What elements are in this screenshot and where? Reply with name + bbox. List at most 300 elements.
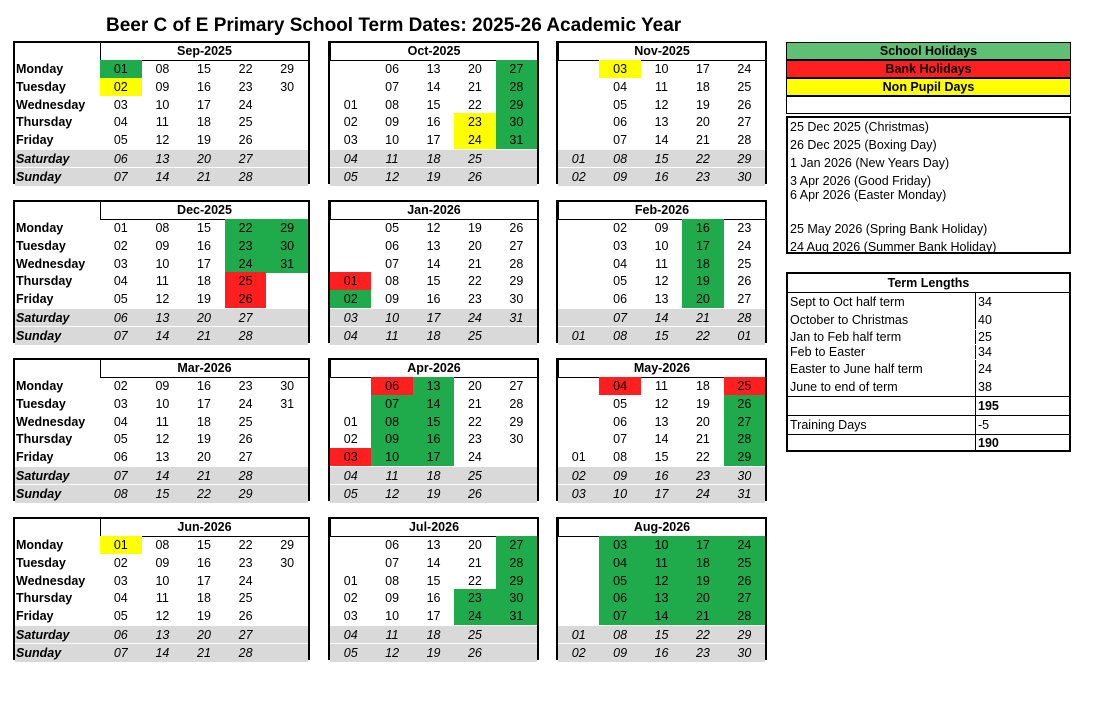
day-row bbox=[330, 308, 537, 327]
day-row bbox=[558, 255, 765, 273]
day-row bbox=[558, 326, 765, 345]
date-cell: 03 bbox=[599, 536, 640, 554]
date-cell: 17 bbox=[197, 97, 211, 112]
date-cell: 02 bbox=[113, 238, 128, 253]
day-row bbox=[330, 607, 537, 625]
date-cell: 23 bbox=[238, 379, 253, 393]
day-row bbox=[330, 484, 537, 503]
date-cell: 12 bbox=[641, 572, 682, 590]
term-value: 40 bbox=[975, 311, 1069, 329]
date-cell bbox=[266, 430, 308, 448]
date-cell: 28 bbox=[238, 645, 253, 660]
date-cell: 19 bbox=[426, 169, 441, 184]
date-cell: 22 bbox=[197, 486, 211, 501]
date-cell: 17 bbox=[695, 62, 710, 76]
date-cell: 28 bbox=[238, 328, 253, 343]
date-cell: 11 bbox=[155, 115, 169, 130]
date-cell: 01 bbox=[100, 60, 142, 78]
month-block bbox=[556, 200, 767, 343]
date-cell: 14 bbox=[426, 555, 441, 570]
date-cell: 08 bbox=[155, 538, 170, 552]
date-cell: 09 bbox=[613, 645, 628, 660]
day-row bbox=[15, 255, 308, 273]
date-cell: 02 bbox=[330, 290, 371, 308]
date-cell: 26 bbox=[509, 221, 524, 235]
date-cell: 04 bbox=[113, 591, 128, 606]
day-row bbox=[558, 643, 765, 662]
date-cell: 08 bbox=[155, 221, 170, 235]
date-cell bbox=[558, 255, 599, 273]
date-cell: 23 bbox=[737, 221, 752, 235]
date-cell: 12 bbox=[155, 609, 170, 624]
day-row bbox=[330, 413, 537, 431]
date-cell: 09 bbox=[155, 379, 170, 393]
date-cell: 27 bbox=[737, 292, 752, 307]
date-cell: 16 bbox=[426, 292, 441, 307]
date-cell: 22 bbox=[225, 219, 267, 237]
date-cell: 30 bbox=[280, 555, 295, 570]
day-label: Monday bbox=[16, 221, 64, 235]
key-school-holidays: School Holidays bbox=[786, 42, 1071, 60]
day-label: Thursday bbox=[16, 274, 73, 289]
term-row bbox=[788, 311, 1069, 329]
date-cell: 16 bbox=[654, 169, 669, 184]
date-cell: 27 bbox=[509, 379, 524, 393]
month-block bbox=[13, 358, 310, 501]
date-cell: 25 bbox=[737, 79, 752, 94]
month-title: Apr-2026 bbox=[330, 360, 537, 378]
date-cell: 10 bbox=[613, 486, 628, 501]
date-cell bbox=[330, 219, 371, 237]
date-cell: 20 bbox=[467, 62, 482, 76]
date-cell: 09 bbox=[613, 469, 628, 483]
date-cell: 02 bbox=[571, 169, 586, 184]
final-row bbox=[788, 434, 1069, 452]
date-cell: 27 bbox=[724, 413, 765, 431]
date-cell: 07 bbox=[613, 311, 628, 325]
day-row bbox=[330, 625, 537, 644]
date-cell: 26 bbox=[467, 486, 482, 501]
day-label: Friday bbox=[16, 609, 54, 624]
date-cell: 19 bbox=[197, 292, 211, 307]
date-cell: 24 bbox=[454, 607, 495, 625]
date-cell: 13 bbox=[426, 238, 441, 253]
date-cell: 02 bbox=[343, 432, 358, 447]
date-cell: 03 bbox=[613, 238, 628, 253]
day-row bbox=[15, 430, 308, 448]
date-cell: 28 bbox=[238, 169, 253, 184]
date-cell: 04 bbox=[599, 554, 640, 572]
term-name: October to Christmas bbox=[790, 313, 909, 327]
date-cell: 24 bbox=[225, 255, 267, 273]
date-cell bbox=[266, 644, 308, 662]
date-cell bbox=[266, 413, 308, 431]
date-cell: 05 bbox=[113, 432, 128, 447]
day-row bbox=[15, 60, 308, 78]
day-row bbox=[15, 589, 308, 607]
date-cell: 14 bbox=[155, 169, 170, 184]
date-cell: 29 bbox=[509, 274, 524, 289]
date-cell: 23 bbox=[695, 169, 710, 184]
day-row bbox=[558, 430, 765, 448]
date-cell: 09 bbox=[155, 238, 170, 253]
date-cell: 15 bbox=[426, 274, 441, 289]
date-cell: 28 bbox=[724, 430, 765, 448]
date-cell: 05 bbox=[343, 486, 358, 501]
date-cell: 09 bbox=[654, 221, 669, 235]
day-label: Friday bbox=[16, 133, 54, 148]
term-total-row bbox=[788, 397, 1069, 415]
day-row bbox=[330, 113, 537, 131]
date-cell: 01 bbox=[343, 414, 358, 429]
date-cell: 11 bbox=[385, 469, 399, 483]
day-label: Tuesday bbox=[16, 396, 66, 411]
date-cell: 07 bbox=[113, 328, 128, 343]
month-block bbox=[328, 517, 539, 660]
month-title: May-2026 bbox=[558, 360, 765, 378]
date-cell: 05 bbox=[613, 97, 628, 112]
day-row bbox=[558, 377, 765, 395]
date-cell: 02 bbox=[343, 115, 358, 130]
date-cell: 11 bbox=[155, 591, 169, 606]
date-cell: 18 bbox=[426, 628, 441, 642]
date-cell: 17 bbox=[426, 133, 441, 148]
date-cell: 12 bbox=[155, 133, 170, 148]
date-cell: 06 bbox=[113, 628, 128, 642]
date-cell: 26 bbox=[225, 290, 267, 308]
date-cell: 03 bbox=[113, 396, 128, 411]
day-row bbox=[15, 607, 308, 625]
term-name: Easter to June half term bbox=[790, 362, 923, 376]
date-cell: 18 bbox=[426, 469, 441, 483]
date-cell: 20 bbox=[467, 379, 482, 393]
key-bank-holidays: Bank Holidays bbox=[786, 60, 1071, 78]
date-cell: 04 bbox=[599, 377, 640, 395]
date-cell: 25 bbox=[737, 256, 752, 271]
date-cell: 21 bbox=[467, 396, 482, 411]
date-cell: 16 bbox=[197, 238, 211, 253]
bank-holiday-list bbox=[786, 116, 1071, 254]
day-row bbox=[330, 536, 537, 554]
month-block bbox=[328, 200, 539, 343]
date-cell: 06 bbox=[385, 62, 400, 76]
date-cell: 24 bbox=[238, 396, 253, 411]
date-cell bbox=[266, 607, 308, 625]
day-label: Monday bbox=[16, 538, 64, 552]
bank-holiday-item: 25 Dec 2025 (Christmas) bbox=[790, 120, 929, 134]
month-block bbox=[13, 200, 310, 343]
day-label: Tuesday bbox=[16, 79, 66, 94]
date-cell: 11 bbox=[155, 274, 169, 289]
date-cell bbox=[330, 78, 371, 96]
date-cell: 14 bbox=[654, 311, 669, 325]
date-cell: 05 bbox=[113, 292, 128, 307]
date-cell bbox=[558, 219, 599, 237]
date-cell: 01 bbox=[571, 328, 586, 343]
date-cell: 04 bbox=[113, 115, 128, 130]
date-cell: 21 bbox=[695, 311, 710, 325]
date-cell bbox=[266, 290, 308, 308]
day-label: Thursday bbox=[16, 115, 73, 130]
date-cell: 29 bbox=[238, 486, 253, 501]
date-cell: 21 bbox=[467, 79, 482, 94]
date-cell: 23 bbox=[238, 79, 253, 94]
date-cell: 12 bbox=[654, 97, 669, 112]
date-cell: 07 bbox=[613, 133, 628, 148]
date-cell: 02 bbox=[571, 469, 586, 483]
date-cell bbox=[330, 60, 371, 78]
date-cell bbox=[266, 309, 308, 327]
date-cell: 24 bbox=[467, 311, 482, 325]
date-cell: 10 bbox=[155, 396, 170, 411]
date-cell: 26 bbox=[737, 97, 752, 112]
date-cell bbox=[266, 572, 308, 590]
date-cell: 10 bbox=[641, 536, 682, 554]
day-row bbox=[330, 131, 537, 149]
date-cell: 07 bbox=[113, 469, 128, 483]
date-cell: 08 bbox=[385, 274, 400, 289]
day-row bbox=[330, 219, 537, 237]
date-cell: 30 bbox=[737, 469, 752, 483]
date-cell bbox=[496, 448, 537, 466]
date-cell bbox=[558, 237, 599, 255]
date-cell: 18 bbox=[426, 152, 441, 166]
date-cell: 17 bbox=[197, 396, 211, 411]
date-cell: 05 bbox=[599, 572, 640, 590]
date-cell: 26 bbox=[467, 169, 482, 184]
date-cell: 26 bbox=[238, 133, 253, 148]
date-cell: 28 bbox=[238, 469, 253, 483]
date-cell: 27 bbox=[238, 628, 253, 642]
date-cell: 12 bbox=[155, 432, 170, 447]
date-cell: 29 bbox=[280, 538, 295, 552]
term-total: 195 bbox=[975, 397, 1069, 415]
date-cell bbox=[496, 168, 537, 186]
date-cell: 06 bbox=[613, 414, 628, 429]
date-cell: 25 bbox=[467, 628, 482, 642]
date-cell: 01 bbox=[330, 272, 371, 290]
date-cell: 15 bbox=[654, 152, 669, 166]
day-row bbox=[330, 430, 537, 448]
date-cell: 02 bbox=[343, 591, 358, 606]
bank-holiday-item: 24 Aug 2026 (Summer Bank Holiday) bbox=[790, 240, 997, 254]
date-cell: 10 bbox=[371, 448, 412, 466]
day-row bbox=[558, 78, 765, 96]
day-row bbox=[558, 625, 765, 644]
day-row bbox=[558, 554, 765, 572]
date-cell: 30 bbox=[280, 79, 295, 94]
date-cell: 22 bbox=[467, 274, 482, 289]
date-cell: 14 bbox=[426, 256, 441, 271]
date-cell: 31 bbox=[496, 131, 537, 149]
date-cell: 18 bbox=[197, 274, 211, 289]
date-cell: 07 bbox=[385, 555, 400, 570]
day-row bbox=[330, 466, 537, 485]
day-label: Sunday bbox=[16, 486, 62, 501]
date-cell bbox=[266, 485, 308, 503]
date-cell: 22 bbox=[467, 573, 482, 588]
date-cell: 05 bbox=[613, 274, 628, 289]
date-cell: 29 bbox=[266, 219, 308, 237]
date-cell: 25 bbox=[724, 554, 765, 572]
date-cell bbox=[496, 467, 537, 485]
date-cell: 03 bbox=[113, 573, 128, 588]
date-cell bbox=[266, 168, 308, 186]
date-cell: 02 bbox=[113, 379, 128, 393]
date-cell: 11 bbox=[655, 379, 668, 393]
month-title: Jan-2026 bbox=[330, 202, 537, 220]
date-cell: 04 bbox=[113, 414, 128, 429]
term-lengths-title: Term Lengths bbox=[788, 274, 1069, 293]
date-cell: 01 bbox=[343, 573, 358, 588]
date-cell: 03 bbox=[599, 60, 640, 78]
date-cell: 07 bbox=[113, 645, 128, 660]
date-cell: 09 bbox=[385, 591, 400, 606]
date-cell: 10 bbox=[654, 238, 669, 253]
date-cell: 02 bbox=[100, 78, 142, 96]
date-cell: 11 bbox=[641, 554, 682, 572]
day-row bbox=[558, 149, 765, 168]
date-cell: 13 bbox=[654, 292, 669, 307]
date-cell: 05 bbox=[113, 609, 128, 624]
date-cell: 21 bbox=[467, 256, 482, 271]
day-row bbox=[330, 96, 537, 114]
day-label: Sunday bbox=[16, 645, 62, 660]
date-cell: 13 bbox=[413, 377, 454, 395]
date-cell: 15 bbox=[426, 573, 441, 588]
date-cell: 31 bbox=[280, 396, 295, 411]
date-cell bbox=[496, 327, 537, 345]
date-cell: 04 bbox=[613, 79, 628, 94]
day-row bbox=[558, 536, 765, 554]
date-cell: 01 bbox=[343, 97, 358, 112]
month-title: Nov-2025 bbox=[558, 43, 765, 61]
date-cell: 30 bbox=[496, 589, 537, 607]
bank-holiday-item: 26 Dec 2025 (Boxing Day) bbox=[790, 138, 937, 152]
date-cell: 01 bbox=[100, 536, 142, 554]
month-block bbox=[556, 41, 767, 184]
date-cell bbox=[266, 150, 308, 168]
day-row bbox=[330, 290, 537, 308]
date-cell: 17 bbox=[426, 311, 441, 325]
date-cell: 29 bbox=[280, 62, 295, 76]
date-cell bbox=[558, 96, 599, 114]
date-cell: 23 bbox=[238, 555, 253, 570]
day-row bbox=[558, 572, 765, 590]
date-cell: 06 bbox=[599, 589, 640, 607]
date-cell: 23 bbox=[695, 645, 710, 660]
date-cell: 28 bbox=[509, 256, 524, 271]
date-cell: 04 bbox=[343, 469, 358, 483]
date-cell: 13 bbox=[155, 311, 170, 325]
date-cell: 22 bbox=[695, 328, 710, 343]
date-cell: 23 bbox=[467, 432, 482, 447]
term-name: June to end of term bbox=[790, 380, 898, 394]
date-cell: 03 bbox=[343, 133, 358, 148]
date-cell: 24 bbox=[724, 536, 765, 554]
date-cell: 01 bbox=[737, 328, 752, 343]
date-cell: 16 bbox=[682, 219, 723, 237]
date-cell: 05 bbox=[613, 396, 628, 411]
date-cell: 22 bbox=[467, 97, 482, 112]
date-cell: 18 bbox=[682, 255, 723, 273]
date-cell bbox=[266, 113, 308, 131]
date-cell: 07 bbox=[385, 256, 400, 271]
date-cell: 16 bbox=[654, 645, 669, 660]
date-cell: 05 bbox=[385, 221, 400, 235]
date-cell: 17 bbox=[197, 573, 211, 588]
date-cell: 25 bbox=[238, 115, 253, 130]
date-cell: 23 bbox=[695, 469, 710, 483]
date-cell: 22 bbox=[695, 450, 710, 465]
day-row bbox=[15, 219, 308, 237]
date-cell: 22 bbox=[238, 538, 253, 552]
date-cell: 20 bbox=[197, 450, 211, 465]
day-row bbox=[558, 167, 765, 186]
date-cell: 18 bbox=[197, 591, 211, 606]
date-cell bbox=[558, 536, 599, 554]
day-label: Friday bbox=[16, 450, 54, 465]
day-row bbox=[330, 589, 537, 607]
date-cell bbox=[558, 309, 599, 327]
date-cell: 30 bbox=[737, 645, 752, 660]
date-cell: 30 bbox=[280, 379, 295, 393]
day-row bbox=[330, 377, 537, 395]
date-cell bbox=[266, 272, 308, 290]
date-cell: 06 bbox=[613, 292, 628, 307]
date-cell: 01 bbox=[571, 628, 586, 642]
date-cell: 03 bbox=[330, 448, 371, 466]
date-cell: 12 bbox=[654, 396, 669, 411]
date-cell bbox=[558, 272, 599, 290]
date-cell: 04 bbox=[113, 274, 128, 289]
bank-holiday-item: 3 Apr 2026 (Good Friday) bbox=[790, 174, 932, 188]
date-cell: 22 bbox=[238, 62, 253, 76]
date-cell: 19 bbox=[682, 272, 723, 290]
date-cell: 19 bbox=[467, 221, 482, 235]
day-label: Monday bbox=[16, 379, 64, 393]
date-cell: 21 bbox=[197, 169, 211, 184]
date-cell: 10 bbox=[385, 609, 400, 624]
date-cell: 31 bbox=[266, 255, 308, 273]
date-cell: 28 bbox=[724, 607, 765, 625]
day-label: Sunday bbox=[16, 169, 62, 184]
date-cell: 24 bbox=[695, 486, 710, 501]
date-cell: 10 bbox=[654, 62, 669, 76]
date-cell: 06 bbox=[385, 238, 400, 253]
date-cell bbox=[558, 554, 599, 572]
date-cell: 09 bbox=[385, 292, 400, 307]
date-cell: 27 bbox=[238, 311, 253, 325]
date-cell: 16 bbox=[197, 79, 211, 94]
date-cell: 04 bbox=[343, 152, 358, 166]
day-label: Saturday bbox=[16, 628, 70, 642]
date-cell bbox=[558, 60, 599, 78]
day-row bbox=[330, 572, 537, 590]
date-cell: 16 bbox=[426, 591, 441, 606]
date-cell: 23 bbox=[454, 589, 495, 607]
date-cell bbox=[330, 554, 371, 572]
training-label: Training Days bbox=[790, 418, 867, 432]
day-row bbox=[330, 448, 537, 466]
date-cell: 29 bbox=[496, 572, 537, 590]
date-cell: 27 bbox=[496, 60, 537, 78]
day-row bbox=[558, 589, 765, 607]
date-cell: 01 bbox=[571, 152, 586, 166]
date-cell: 16 bbox=[413, 430, 454, 448]
date-cell: 25 bbox=[467, 328, 482, 343]
day-row bbox=[330, 272, 537, 290]
